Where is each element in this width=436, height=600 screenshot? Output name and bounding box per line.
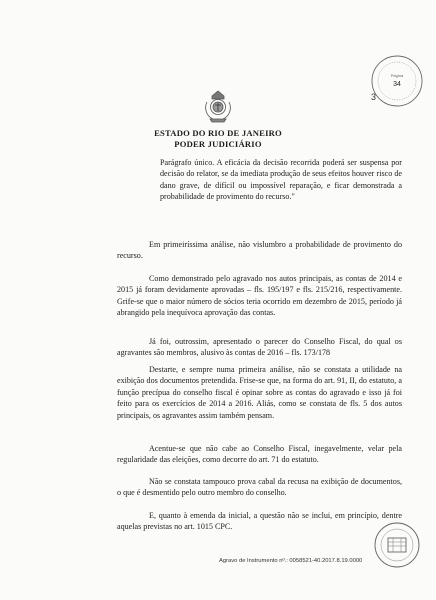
- paragraph-5: Acentue-se que não cabe ao Conselho Fiscal, inegavelmente, velar pela regularidade das eleições, como decorre do art. 71 do estatuto.: [117, 444, 402, 465]
- stamp-number: 34: [393, 81, 401, 88]
- page-stamp: [370, 54, 424, 108]
- page-number: 3: [371, 92, 377, 102]
- paragraph-4: Destarte, e sempre numa primeira análise, não se constata a utilidade na exibição dos documentos pretendida. Frise-se que, na forma do art. 91, II, do estatuto, a função precípua do conselho fiscal é opinar sobre as contas do agravado e isso já foi feito para os exercícios de 2014 a 2016. Aliás, como se constata de fls. 5 dos autos principais, os agravantes assim também pensam.: [117, 365, 402, 420]
- court-state-heading: ESTADO DO RIO DE JANEIRO: [154, 128, 282, 138]
- stamp-label: Página: [390, 73, 404, 78]
- paragraph-6: Não se constata tampouco prova cabal da recusa na exibição de documentos, o que é desmentido pelo outro membro do conselho.: [117, 477, 402, 498]
- paragraph-3: Já foi, outrossim, apresentado o parecer do Conselho Fiscal, do qual os agravantes são membros, alusivo às contas de 2016 – fls. 173/178: [117, 337, 402, 358]
- quoted-article: Parágrafo único. A eficácia da decisão recorrida poderá ser suspensa por decisão do relator, se da imediata produção de seus efeitos houver risco de dano grave, de difícil ou impossível reparação, e ficar demonstrada a probabilidade de provimento do recurso.": [160, 158, 402, 202]
- paragraph-7: E, quanto à emenda da inicial, a questão não se inclui, em princípio, dentre aquelas previstas no art. 1015 CPC.: [117, 511, 402, 532]
- case-number-footer: Agravo de Instrumento nº.: 0058521-40.2017.8.19.0000: [219, 558, 363, 564]
- paragraph-1: Em primeiríssima análise, não vislumbro a probabilidade de provimento do recurso.: [117, 240, 402, 261]
- court-power-heading: PODER JUDICIÁRIO: [174, 139, 262, 149]
- coat-of-arms-icon: [203, 88, 233, 124]
- paragraph-2: Como demonstrado pelo agravado nos autos principais, as contas de 2014 e 2015 já foram devidamente aprovadas – fls. 195/197 e fls. 215/216, respectivamente. Grife-se que o maior número de sócios teria ocorrido em dezembro de 2015, período já abrangido pela inequívoca aprovação das contas.: [117, 274, 402, 318]
- court-seal-icon: [373, 521, 421, 569]
